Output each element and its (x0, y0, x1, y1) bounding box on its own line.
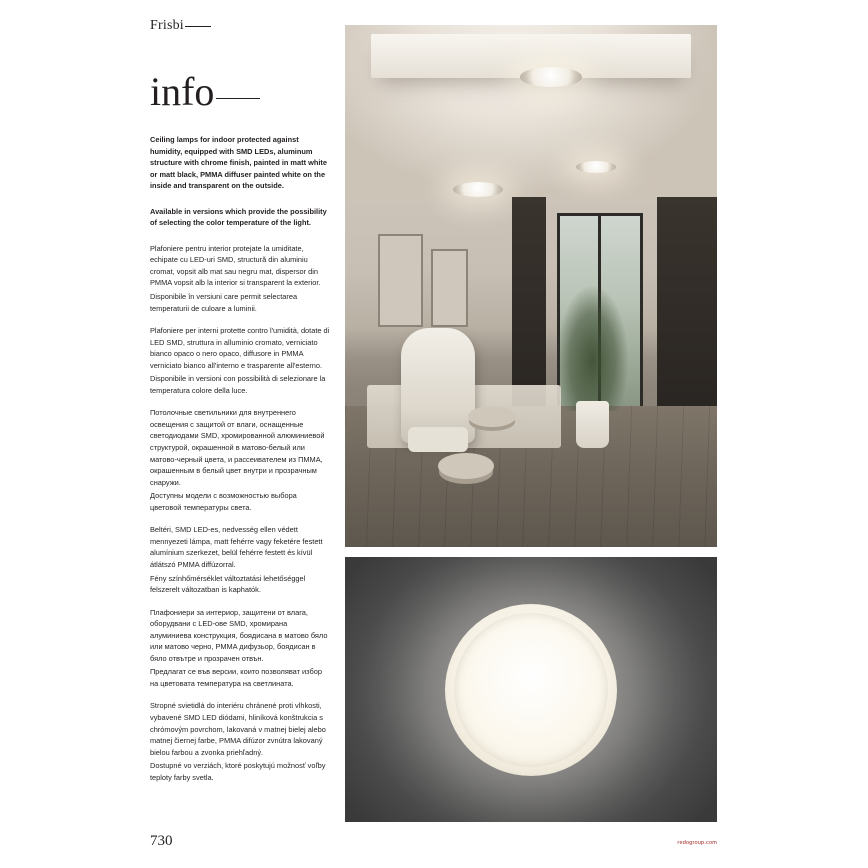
wall-art-1 (378, 234, 423, 327)
armchair (401, 328, 475, 443)
description-en-1: Ceiling lamps for indoor protected against humidity, equipped with SMD LEDs, aluminum structure with chrome finish, painted in matt white or matt black, PMMA diffuser painted white on the inside and transparent on the outside. (150, 135, 327, 191)
product-scene (345, 557, 717, 822)
description-sk-1: Stropné svietidlá do interiéru chránené proti vlhkosti, vybavené SMD LED diódami, hliníková konštrukcia s chrómovým povrchom, lakovaná v matnej bielej alebo matnej čiernej farbe, PMMA difúzor zvnútra lakovaný bielou farbou a zvonka priehľadný. (150, 701, 326, 757)
ceiling-plane (345, 25, 717, 197)
plant-foliage (557, 286, 628, 411)
brand-label: Frisbi (150, 18, 184, 33)
description-hu-2: Fény színhőmérséklet változtatási lehetőséggel felszerelt változatban is kaphatók. (150, 573, 306, 595)
left-text-column (150, 18, 332, 794)
page-title-label: info (150, 69, 215, 114)
page-title (150, 69, 332, 114)
frisbi-lamp (445, 604, 617, 776)
coffee-table (438, 453, 494, 479)
description-it-1: Plafoniere per interni protette contro l'umidità, dotate di LED SMD, struttura in alluminio cromato, verniciato bianco opaco o nero opaco, diffusore in PMMA verniciato bianco all'interno e trasparente all'esterno. (150, 326, 330, 370)
wall-art-2 (431, 249, 468, 326)
page-number: 730 (150, 833, 173, 849)
description-ru-1: Потолочные светильники для внутреннего освещения с защитой от влаги, оснащенные светодиодами SMD, хромированной алюминиевой структурой, окрашенной в матово-белый или матово-черный цвета, и рассеивателем из ПММА, окрашенным в белый цвет внутри и прозрачным снаружи. (150, 408, 325, 487)
ceiling-lamp-1 (520, 67, 582, 87)
description-block (150, 134, 330, 783)
description-ro-2: Disponibile în versiuni care permit selectarea temperaturii de culoare a luminii. (150, 292, 298, 313)
product-photo (345, 557, 717, 822)
description-bg-2: Предлагат се във версии, които позволяват избор на цветовата температура на светлината. (150, 667, 322, 688)
description-bg-1: Плафониери за интериор, защитени от влага, оборудвани с LED-ове SMD, хромирана алуминиева конструкция, боядисана в матово бяло или матово черно, PMMA дифузьор, боядисан в бяло отвътре и прозрачен отвън. (150, 607, 328, 663)
description-hu-1: Beltéri, SMD LED-es, nedvesség ellen védett mennyezeti lámpa, matt fehérre vagy feketére festett alumínium szerkezet, belül fehérre festett és kívül átlátszó PMMA diffúzorral. (150, 525, 323, 569)
side-table (468, 406, 516, 427)
interior-photo (345, 25, 717, 547)
description-en-2: Available in versions which provide the possibility of selecting the color temperature of the light. (150, 206, 327, 228)
description-sk-2: Dostupné vo verziách, ktoré poskytujú možnosť voľby teploty farby svetla. (150, 761, 326, 782)
description-it-2: Disponibile in versioni con possibilità di selezionare la temperatura colore della luce. (150, 374, 326, 395)
description-ru-2: Доступны модели с возможностью выбора цветовой температуры света. (150, 491, 297, 512)
footer-url[interactable]: redogroup.com (677, 840, 717, 846)
title-underline (216, 98, 260, 99)
ceiling-lamp-2 (453, 182, 503, 197)
interior-scene (345, 25, 717, 547)
brand-underline (185, 26, 211, 27)
ceiling-lamp-3 (576, 161, 616, 173)
brand-name (150, 18, 332, 34)
plant-pot (576, 401, 609, 448)
description-ro-1: Plafoniere pentru interior protejate la umiditate, echipate cu LED-uri SMD, structură din aluminiu cromat, vopsit alb mat sau negru mat, dispersor din PMMA vopsit alb la interior si transparent la exterior. (150, 243, 321, 288)
